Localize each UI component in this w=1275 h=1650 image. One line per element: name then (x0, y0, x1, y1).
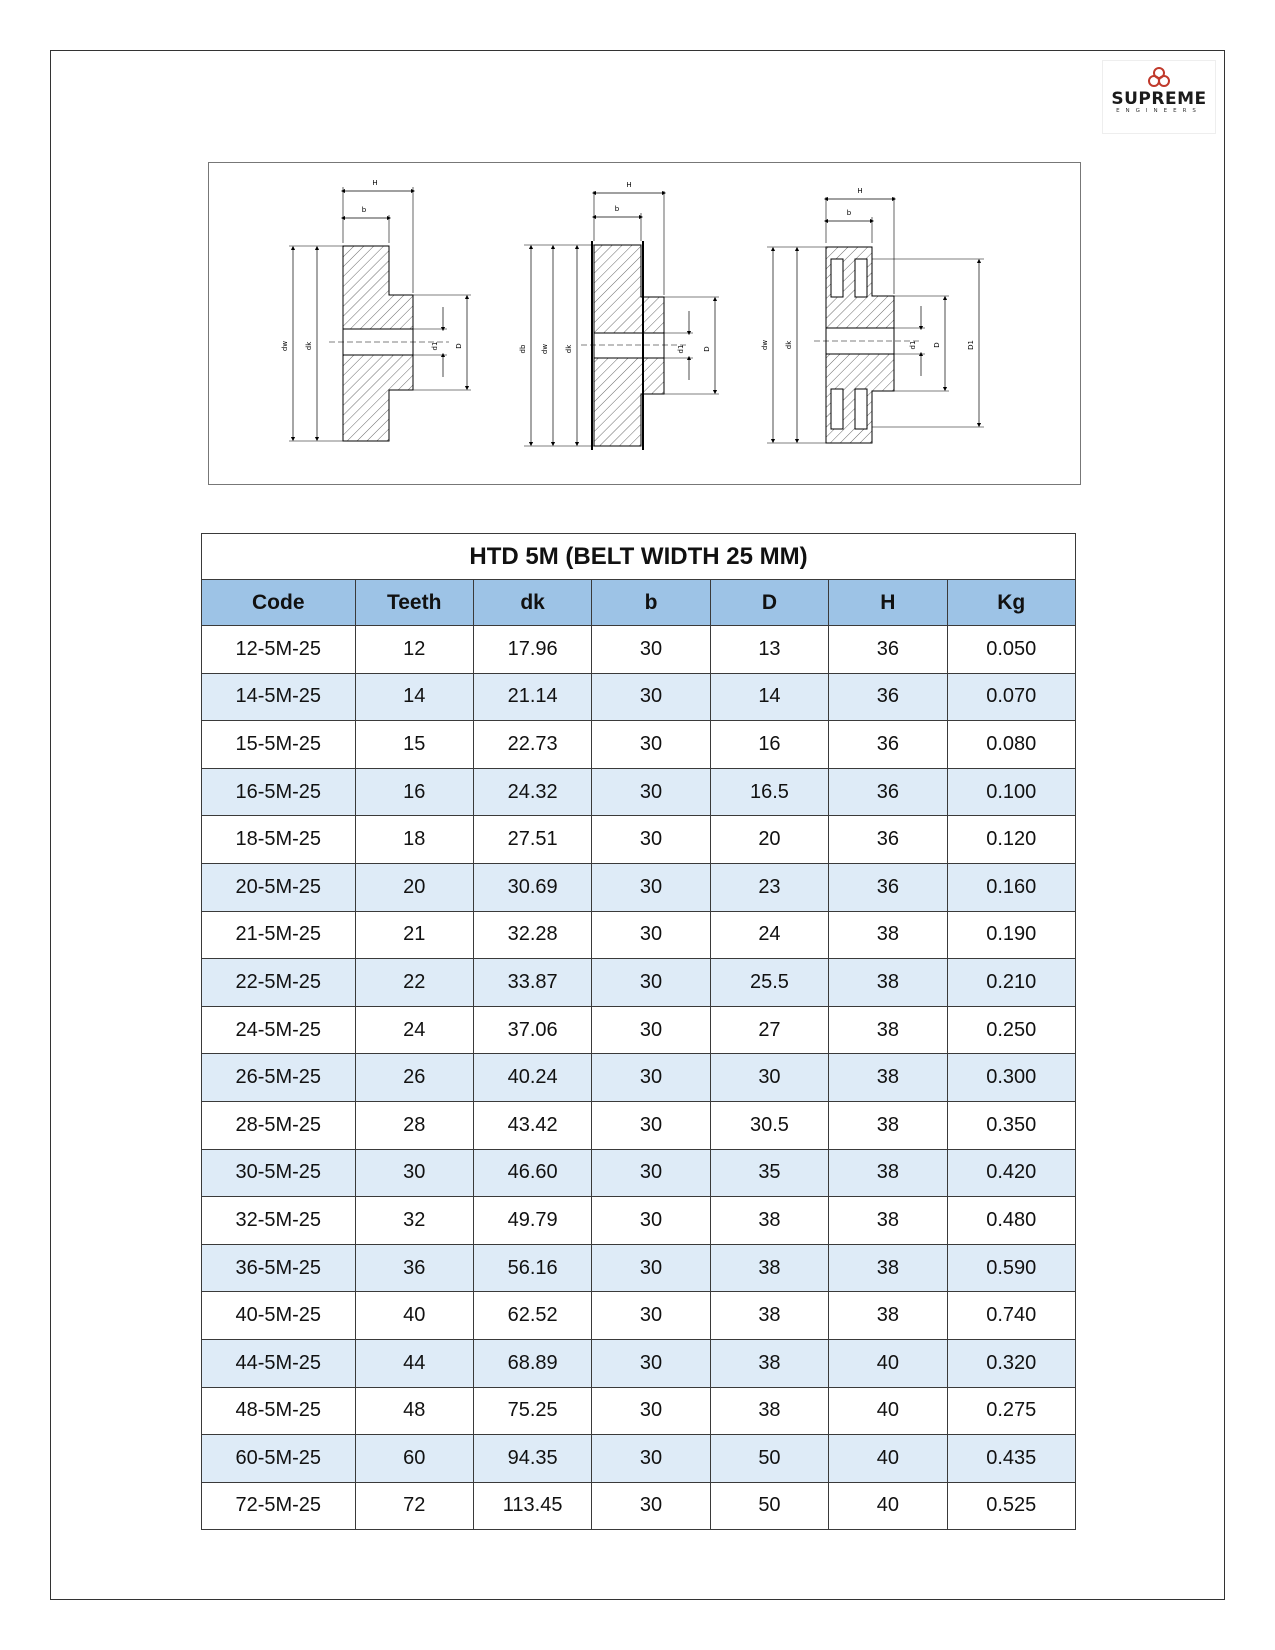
table-row (202, 626, 1076, 674)
cell-kg: 0.050 (947, 626, 1075, 674)
cell-teeth: 14 (355, 673, 473, 721)
cell-code: 72-5M-25 (202, 1482, 356, 1530)
cell-code: 15-5M-25 (202, 721, 356, 769)
cell-h: 36 (829, 768, 947, 816)
cell-dk: 37.06 (473, 1006, 591, 1054)
svg-text:dw: dw (281, 340, 289, 352)
cell-dk: 68.89 (473, 1339, 591, 1387)
cell-d: 16.5 (710, 768, 828, 816)
table-row (202, 911, 1076, 959)
cell-dk: 75.25 (473, 1387, 591, 1435)
cell-kg: 0.070 (947, 673, 1075, 721)
svg-text:D: D (933, 342, 941, 348)
cell-code: 16-5M-25 (202, 768, 356, 816)
cell-code: 48-5M-25 (202, 1387, 356, 1435)
cell-teeth: 40 (355, 1292, 473, 1340)
svg-text:D: D (455, 343, 463, 349)
column-header-code: Code (202, 580, 356, 626)
cell-b: 30 (592, 768, 710, 816)
cell-kg: 0.435 (947, 1435, 1075, 1483)
svg-text:dw: dw (761, 339, 769, 351)
cell-teeth: 18 (355, 816, 473, 864)
cell-code: 28-5M-25 (202, 1101, 356, 1149)
cell-teeth: 26 (355, 1054, 473, 1102)
cell-kg: 0.080 (947, 721, 1075, 769)
cell-d: 50 (710, 1435, 828, 1483)
cell-b: 30 (592, 1244, 710, 1292)
cell-b: 30 (592, 1054, 710, 1102)
column-header-teeth: Teeth (355, 580, 473, 626)
cell-teeth: 72 (355, 1482, 473, 1530)
cell-code: 21-5M-25 (202, 911, 356, 959)
table-row (202, 1339, 1076, 1387)
cell-dk: 46.60 (473, 1149, 591, 1197)
table-body (202, 626, 1076, 1530)
cell-code: 44-5M-25 (202, 1339, 356, 1387)
cell-d: 38 (710, 1197, 828, 1245)
cell-kg: 0.350 (947, 1101, 1075, 1149)
column-header-kg: Kg (947, 580, 1075, 626)
cell-teeth: 32 (355, 1197, 473, 1245)
cell-dk: 33.87 (473, 959, 591, 1007)
cell-h: 38 (829, 1149, 947, 1197)
svg-text:b: b (846, 209, 852, 217)
cell-kg: 0.120 (947, 816, 1075, 864)
pulley-type-3 (767, 197, 984, 443)
cell-code: 12-5M-25 (202, 626, 356, 674)
cell-d: 23 (710, 863, 828, 911)
cell-dk: 21.14 (473, 673, 591, 721)
svg-text:D: D (703, 346, 711, 352)
cell-kg: 0.420 (947, 1149, 1075, 1197)
cell-h: 38 (829, 1244, 947, 1292)
svg-text:D1: D1 (967, 340, 975, 350)
specification-table (201, 533, 1076, 1530)
cell-b: 30 (592, 1482, 710, 1530)
cell-teeth: 20 (355, 863, 473, 911)
cell-code: 32-5M-25 (202, 1197, 356, 1245)
cell-kg: 0.250 (947, 1006, 1075, 1054)
cell-teeth: 22 (355, 959, 473, 1007)
cell-d: 38 (710, 1292, 828, 1340)
table-row (202, 1101, 1076, 1149)
cell-h: 38 (829, 1054, 947, 1102)
cell-h: 38 (829, 959, 947, 1007)
cell-b: 30 (592, 1435, 710, 1483)
cell-b: 30 (592, 1006, 710, 1054)
cell-d: 38 (710, 1387, 828, 1435)
cell-h: 38 (829, 911, 947, 959)
cell-kg: 0.210 (947, 959, 1075, 1007)
cell-code: 26-5M-25 (202, 1054, 356, 1102)
svg-text:b: b (361, 206, 367, 214)
table-row (202, 673, 1076, 721)
svg-text:d1: d1 (677, 344, 685, 354)
cell-kg: 0.740 (947, 1292, 1075, 1340)
cell-teeth: 21 (355, 911, 473, 959)
cell-kg: 0.320 (947, 1339, 1075, 1387)
column-header-d: D (710, 580, 828, 626)
svg-text:H: H (857, 187, 863, 195)
cell-teeth: 15 (355, 721, 473, 769)
cell-code: 22-5M-25 (202, 959, 356, 1007)
cell-d: 30 (710, 1054, 828, 1102)
table-title: HTD 5M (BELT WIDTH 25 MM) (202, 534, 1076, 580)
cell-dk: 113.45 (473, 1482, 591, 1530)
cell-b: 30 (592, 1292, 710, 1340)
cell-teeth: 60 (355, 1435, 473, 1483)
cell-dk: 30.69 (473, 863, 591, 911)
cell-b: 30 (592, 1339, 710, 1387)
cell-h: 36 (829, 673, 947, 721)
cell-b: 30 (592, 911, 710, 959)
cell-kg: 0.190 (947, 911, 1075, 959)
cell-b: 30 (592, 1101, 710, 1149)
company-logo (1102, 60, 1216, 134)
cell-kg: 0.100 (947, 768, 1075, 816)
cell-kg: 0.275 (947, 1387, 1075, 1435)
table-row (202, 1054, 1076, 1102)
table-row (202, 1387, 1076, 1435)
cell-h: 36 (829, 626, 947, 674)
svg-text:b: b (614, 205, 620, 213)
table-row (202, 1435, 1076, 1483)
cell-d: 27 (710, 1006, 828, 1054)
cell-teeth: 16 (355, 768, 473, 816)
cell-kg: 0.525 (947, 1482, 1075, 1530)
cell-teeth: 12 (355, 626, 473, 674)
cell-kg: 0.300 (947, 1054, 1075, 1102)
logo-subtitle: ENGINEERS (1116, 108, 1202, 114)
table-title-row (202, 534, 1076, 580)
cell-dk: 62.52 (473, 1292, 591, 1340)
pulley-technical-drawing (208, 162, 1081, 485)
cell-d: 38 (710, 1339, 828, 1387)
cell-code: 20-5M-25 (202, 863, 356, 911)
table-row (202, 959, 1076, 1007)
cell-teeth: 24 (355, 1006, 473, 1054)
column-header-h: H (829, 580, 947, 626)
cell-d: 50 (710, 1482, 828, 1530)
svg-text:dk: dk (565, 344, 573, 354)
cell-code: 60-5M-25 (202, 1435, 356, 1483)
cell-d: 24 (710, 911, 828, 959)
cell-dk: 94.35 (473, 1435, 591, 1483)
cell-teeth: 28 (355, 1101, 473, 1149)
table-row (202, 1006, 1076, 1054)
table-row (202, 1292, 1076, 1340)
cell-b: 30 (592, 863, 710, 911)
cell-d: 16 (710, 721, 828, 769)
cell-b: 30 (592, 1149, 710, 1197)
cell-kg: 0.590 (947, 1244, 1075, 1292)
cell-b: 30 (592, 721, 710, 769)
cell-b: 30 (592, 1387, 710, 1435)
cell-h: 40 (829, 1339, 947, 1387)
table-row (202, 1244, 1076, 1292)
cell-teeth: 48 (355, 1387, 473, 1435)
cell-h: 36 (829, 721, 947, 769)
table-row (202, 816, 1076, 864)
pulley-type-1 (289, 187, 471, 441)
cell-teeth: 30 (355, 1149, 473, 1197)
cell-b: 30 (592, 626, 710, 674)
cell-h: 38 (829, 1006, 947, 1054)
cell-code: 14-5M-25 (202, 673, 356, 721)
cell-d: 38 (710, 1244, 828, 1292)
table-row (202, 1482, 1076, 1530)
table-row (202, 1149, 1076, 1197)
cell-dk: 32.28 (473, 911, 591, 959)
svg-text:H: H (626, 181, 632, 189)
cell-dk: 43.42 (473, 1101, 591, 1149)
cell-dk: 17.96 (473, 626, 591, 674)
cell-code: 18-5M-25 (202, 816, 356, 864)
cell-dk: 56.16 (473, 1244, 591, 1292)
svg-text:dk: dk (785, 340, 793, 350)
table-row (202, 863, 1076, 911)
cell-d: 20 (710, 816, 828, 864)
table-row (202, 1197, 1076, 1245)
cell-dk: 40.24 (473, 1054, 591, 1102)
cell-dk: 22.73 (473, 721, 591, 769)
cell-h: 40 (829, 1387, 947, 1435)
cell-h: 36 (829, 816, 947, 864)
cell-h: 40 (829, 1482, 947, 1530)
svg-text:db: db (519, 344, 527, 354)
cell-dk: 27.51 (473, 816, 591, 864)
column-header-b: b (592, 580, 710, 626)
cell-kg: 0.480 (947, 1197, 1075, 1245)
cell-d: 13 (710, 626, 828, 674)
cell-b: 30 (592, 1197, 710, 1245)
cell-code: 36-5M-25 (202, 1244, 356, 1292)
table-row (202, 721, 1076, 769)
cell-d: 25.5 (710, 959, 828, 1007)
svg-text:d1: d1 (431, 341, 439, 351)
cell-code: 30-5M-25 (202, 1149, 356, 1197)
table-row (202, 768, 1076, 816)
svg-text:d1: d1 (909, 340, 917, 350)
cell-h: 36 (829, 863, 947, 911)
cell-code: 40-5M-25 (202, 1292, 356, 1340)
table-header-row (202, 580, 1076, 626)
cell-dk: 24.32 (473, 768, 591, 816)
svg-text:dw: dw (541, 343, 549, 355)
cell-dk: 49.79 (473, 1197, 591, 1245)
cell-b: 30 (592, 959, 710, 1007)
svg-text:dk: dk (305, 341, 313, 351)
column-header-dk: dk (473, 580, 591, 626)
cell-b: 30 (592, 673, 710, 721)
cell-kg: 0.160 (947, 863, 1075, 911)
pulley-type-2 (524, 191, 719, 450)
cell-teeth: 36 (355, 1244, 473, 1292)
cell-teeth: 44 (355, 1339, 473, 1387)
cell-d: 30.5 (710, 1101, 828, 1149)
cell-h: 38 (829, 1197, 947, 1245)
logo-name: SUPREME (1111, 89, 1207, 109)
cell-h: 38 (829, 1101, 947, 1149)
cell-h: 38 (829, 1292, 947, 1340)
cell-d: 35 (710, 1149, 828, 1197)
cell-d: 14 (710, 673, 828, 721)
cell-code: 24-5M-25 (202, 1006, 356, 1054)
cell-b: 30 (592, 816, 710, 864)
cell-h: 40 (829, 1435, 947, 1483)
svg-text:H: H (372, 179, 378, 187)
logo-emblem-icon (1147, 66, 1171, 88)
